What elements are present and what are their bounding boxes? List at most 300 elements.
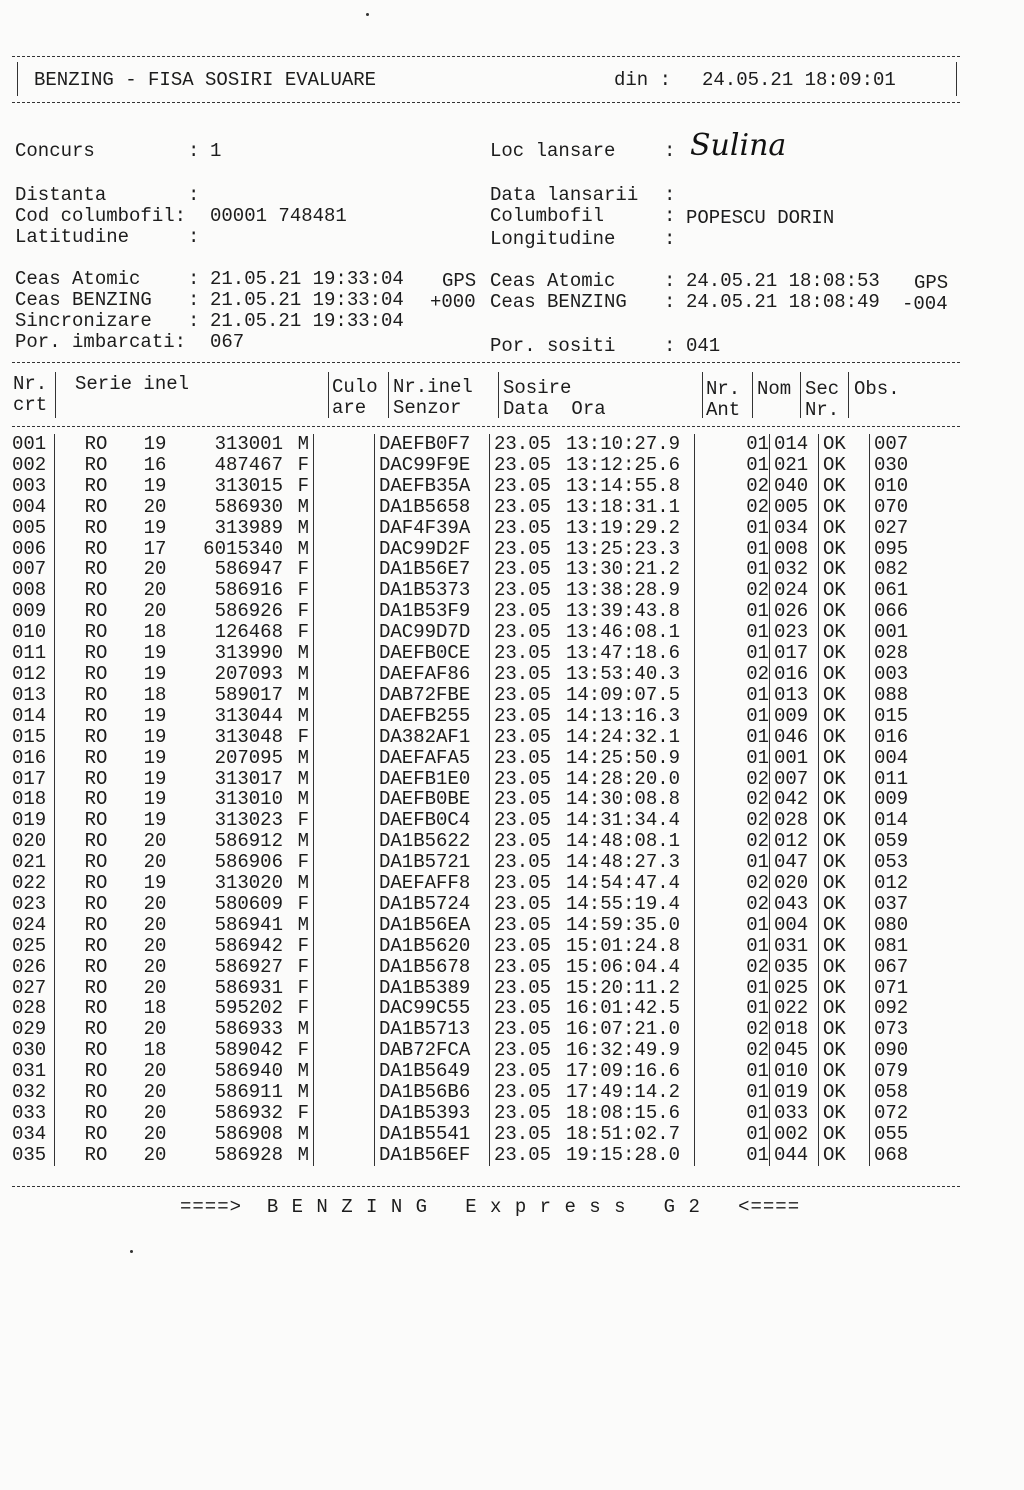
cell-senzor: DAEFAFA5 (375, 748, 490, 769)
table-row (12, 580, 954, 601)
table-row (12, 497, 954, 518)
title-right-border (956, 62, 957, 96)
col-header-serie-inel: Serie inel (75, 373, 190, 395)
cell-an: 19 (143, 474, 167, 497)
cell-sex: M (297, 1018, 309, 1041)
cell-senzor: DA1B5721 (375, 852, 490, 873)
cell-an: 19 (143, 704, 167, 727)
cell-inel: 580609 (214, 892, 283, 915)
concurs-value: 1 (210, 140, 222, 162)
table-row (12, 727, 954, 748)
cell-culoare (314, 580, 375, 601)
cell-tara: RO (55, 434, 134, 455)
cell-nr: 006 (12, 537, 47, 560)
cell-senzor: DAEFB0CE (375, 643, 490, 664)
cell-nom: 008 (770, 539, 819, 560)
ceas-benzing-right-colon: : (664, 291, 676, 313)
cell-an: 20 (143, 1018, 167, 1041)
cell-senzor: DA1B56E7 (375, 559, 490, 580)
cell-tara: RO (55, 998, 134, 1019)
cod-columbofil-value: 00001 748481 (210, 205, 347, 227)
columbofil-value: POPESCU DORIN (686, 207, 835, 229)
cell-an: 18 (143, 621, 167, 644)
cell-inel: 586912 (214, 830, 283, 853)
cell-data: 23.05 (490, 539, 567, 560)
cell-nr: 008 (12, 579, 47, 602)
cell-nr: 001 (12, 433, 47, 455)
cell-obs: 081 (870, 936, 955, 957)
cell-sex: F (297, 725, 309, 748)
col-header-obs: Obs. (854, 378, 900, 400)
cell-senzor: DA1B5620 (375, 936, 490, 957)
cell-inel: 586930 (214, 495, 283, 518)
table-row (12, 748, 954, 769)
cell-nr: 020 (12, 830, 47, 853)
por-imbarcati-value: 067 (210, 331, 245, 353)
cell-inel: 586908 (214, 1122, 283, 1145)
cell-nom: 017 (770, 643, 819, 664)
cell-data: 23.05 (490, 978, 567, 999)
cell-nr: 021 (12, 851, 47, 874)
cell-ant: 02 (695, 1040, 770, 1061)
cell-ora: 16:07:21.0 (566, 1018, 681, 1041)
cell-data: 23.05 (490, 1019, 567, 1040)
cell-senzor: DAEFAFF8 (375, 873, 490, 894)
cell-an: 18 (143, 997, 167, 1020)
cell-culoare (314, 1082, 375, 1103)
cell-data: 23.05 (490, 601, 567, 622)
cell-sex: F (297, 934, 309, 957)
distanta-label: Distanta (15, 184, 107, 206)
cell-obs: 009 (870, 789, 955, 810)
cell-obs: 053 (870, 852, 955, 873)
cell-nr: 035 (12, 1143, 47, 1166)
cell-tara: RO (55, 622, 134, 643)
cell-obs: 028 (870, 643, 955, 664)
cell-ora: 13:53:40.3 (566, 662, 681, 685)
cell-sec: OK (819, 706, 870, 727)
cell-sex: M (297, 433, 309, 455)
cell-culoare (314, 852, 375, 873)
cell-ora: 18:08:15.6 (566, 1102, 681, 1124)
cell-senzor: DA1B5713 (375, 1019, 490, 1040)
cell-nom: 004 (770, 915, 819, 936)
table-row (12, 476, 954, 497)
cell-culoare (314, 894, 375, 915)
cell-nom: 035 (770, 957, 819, 978)
cell-culoare (314, 810, 375, 831)
por-sositi-value: 041 (686, 335, 721, 357)
cell-ant: 02 (695, 957, 770, 978)
cell-senzor: DAC99D7D (375, 622, 490, 643)
sincronizare-value: 21.05.21 19:33:04 (210, 310, 404, 332)
cell-senzor: DAEFB0BE (375, 789, 490, 810)
distanta-colon: : (188, 184, 200, 206)
cell-ant: 01 (695, 1103, 770, 1124)
cell-ant: 01 (695, 852, 770, 873)
cell-nr: 016 (12, 746, 47, 769)
header-sep-7 (800, 372, 801, 418)
cell-sec: OK (819, 601, 870, 622)
cell-culoare (314, 748, 375, 769)
table-row (12, 957, 954, 978)
cell-senzor: DA1B5724 (375, 894, 490, 915)
cell-nr: 011 (12, 642, 47, 665)
cell-data: 23.05 (490, 873, 567, 894)
cell-data: 23.05 (490, 643, 567, 664)
cell-senzor: DA382AF1 (375, 727, 490, 748)
table-row (12, 894, 954, 915)
cell-obs: 070 (870, 497, 955, 518)
cell-obs: 012 (870, 873, 955, 894)
table-row (12, 852, 954, 873)
cell-sec: OK (819, 957, 870, 978)
cell-ant: 01 (695, 1082, 770, 1103)
cell-obs: 090 (870, 1040, 955, 1061)
cell-sec: OK (819, 518, 870, 539)
cell-sex: F (297, 453, 309, 476)
cell-obs: 080 (870, 915, 955, 936)
cell-culoare (314, 601, 375, 622)
cell-nr: 013 (12, 683, 47, 706)
cell-ora: 15:01:24.8 (566, 934, 681, 957)
cell-sec: OK (819, 559, 870, 580)
cell-senzor: DAC99F9E (375, 455, 490, 476)
cell-senzor: DAC99C55 (375, 998, 490, 1019)
cell-inel: 313020 (214, 872, 283, 895)
cell-data: 23.05 (490, 664, 567, 685)
cell-ant: 01 (695, 518, 770, 539)
cell-nom: 033 (770, 1103, 819, 1124)
cell-nom: 021 (770, 455, 819, 476)
cell-nr: 031 (12, 1060, 47, 1083)
cell-an: 19 (143, 872, 167, 895)
cell-culoare (314, 434, 375, 455)
cell-sec: OK (819, 685, 870, 706)
cell-an: 20 (143, 830, 167, 853)
cell-inel: 313001 (214, 433, 283, 455)
cell-nom: 012 (770, 831, 819, 852)
cell-obs: 055 (870, 1124, 955, 1145)
cell-an: 20 (143, 913, 167, 936)
cell-ora: 18:51:02.7 (566, 1122, 681, 1145)
cell-senzor: DAB72FCA (375, 1040, 490, 1061)
cell-inel: 586916 (214, 579, 283, 602)
cell-sec: OK (819, 580, 870, 601)
cell-sec: OK (819, 894, 870, 915)
table-row (12, 518, 954, 539)
cell-an: 20 (143, 1143, 167, 1166)
columbofil-colon: : (664, 205, 676, 227)
cell-sex: F (297, 997, 309, 1020)
cell-ora: 13:12:25.6 (566, 453, 681, 476)
cell-nom: 007 (770, 769, 819, 790)
cell-nr: 018 (12, 788, 47, 811)
table-row (12, 664, 954, 685)
cell-nr: 023 (12, 892, 47, 915)
report-date-value: 24.05.21 18:09:01 (702, 69, 896, 91)
cell-sex: M (297, 1060, 309, 1083)
cell-nom: 016 (770, 664, 819, 685)
cell-culoare (314, 789, 375, 810)
cell-sex: F (297, 809, 309, 832)
cell-tara: RO (55, 601, 134, 622)
cell-obs: 066 (870, 601, 955, 622)
cell-ant: 01 (695, 915, 770, 936)
cell-an: 19 (143, 767, 167, 790)
table-row (12, 706, 954, 727)
cell-tara: RO (55, 789, 134, 810)
cell-obs: 014 (870, 810, 955, 831)
cell-culoare (314, 643, 375, 664)
cell-nr: 026 (12, 955, 47, 978)
cell-nr: 005 (12, 516, 47, 539)
cell-obs: 088 (870, 685, 955, 706)
cell-nom: 042 (770, 789, 819, 810)
cell-tara: RO (55, 1124, 134, 1145)
cell-tara: RO (55, 873, 134, 894)
table-row (12, 789, 954, 810)
cell-obs: 004 (870, 748, 955, 769)
table-row (12, 1019, 954, 1040)
cell-sec: OK (819, 789, 870, 810)
cell-nr: 003 (12, 474, 47, 497)
cell-nr: 014 (12, 704, 47, 727)
cell-ora: 13:38:28.9 (566, 579, 681, 602)
cell-ora: 14:54:47.4 (566, 872, 681, 895)
cell-culoare (314, 559, 375, 580)
ceas-benzing-right-diff: -004 (902, 293, 948, 315)
cell-data: 23.05 (490, 1040, 567, 1061)
cell-sex: F (297, 474, 309, 497)
cell-sec: OK (819, 1061, 870, 1082)
cell-sex: F (297, 558, 309, 581)
cell-nom: 001 (770, 748, 819, 769)
cell-sec: OK (819, 936, 870, 957)
cell-sex: F (297, 1039, 309, 1062)
cell-nr: 002 (12, 453, 47, 476)
cell-data: 23.05 (490, 831, 567, 852)
cell-ant: 01 (695, 559, 770, 580)
cell-nr: 009 (12, 600, 47, 623)
col-header-nr-inel-senzor: Nr.inel Senzor (393, 376, 473, 419)
cell-culoare (314, 831, 375, 852)
cell-nom: 044 (770, 1145, 819, 1166)
cell-data: 23.05 (490, 497, 567, 518)
loc-lansare-colon: : (664, 140, 676, 162)
cell-senzor: DA1B5678 (375, 957, 490, 978)
cell-obs: 015 (870, 706, 955, 727)
cell-sec: OK (819, 1019, 870, 1040)
cell-nom: 009 (770, 706, 819, 727)
cell-data: 23.05 (490, 810, 567, 831)
cell-culoare (314, 915, 375, 936)
cell-culoare (314, 1040, 375, 1061)
header-sep-2 (328, 372, 329, 418)
por-sositi-label: Por. sositi (490, 335, 616, 357)
table-row (12, 434, 954, 455)
cell-sec: OK (819, 643, 870, 664)
data-lansarii-label: Data lansarii (490, 184, 639, 206)
cell-data: 23.05 (490, 685, 567, 706)
loc-lansare-label: Loc lansare (490, 140, 616, 162)
concurs-colon: : (188, 140, 200, 162)
cell-ant: 02 (695, 810, 770, 831)
cell-sex: F (297, 600, 309, 623)
cell-tara: RO (55, 706, 134, 727)
header-sep-5 (702, 372, 703, 418)
cell-an: 20 (143, 851, 167, 874)
cell-inel: 313023 (214, 809, 283, 832)
cell-inel: 589042 (214, 1039, 283, 1062)
cell-sex: M (297, 788, 309, 811)
cell-nom: 018 (770, 1019, 819, 1040)
cell-sec: OK (819, 622, 870, 643)
cell-obs: 067 (870, 957, 955, 978)
cell-obs: 092 (870, 998, 955, 1019)
cell-senzor: DAEFB35A (375, 476, 490, 497)
cell-tara: RO (55, 580, 134, 601)
cell-ant: 01 (695, 622, 770, 643)
ceas-atomic-right-colon: : (664, 270, 676, 292)
cell-ora: 17:09:16.6 (566, 1060, 681, 1083)
cell-ora: 17:49:14.2 (566, 1081, 681, 1104)
cell-ora: 15:06:04.4 (566, 955, 681, 978)
cell-sec: OK (819, 434, 870, 455)
cell-tara: RO (55, 915, 134, 936)
title-bottom-border (12, 102, 960, 103)
cell-tara: RO (55, 810, 134, 831)
cell-sex: M (297, 746, 309, 769)
cell-nom: 024 (770, 580, 819, 601)
ceas-benzing-left-colon: : (188, 289, 200, 311)
cell-an: 20 (143, 1102, 167, 1124)
cell-nom: 023 (770, 622, 819, 643)
cell-sec: OK (819, 476, 870, 497)
cell-an: 17 (143, 537, 167, 560)
ceas-atomic-right-label: Ceas Atomic (490, 270, 616, 292)
cell-inel: 207095 (214, 746, 283, 769)
cell-an: 19 (143, 662, 167, 685)
cell-nom: 043 (770, 894, 819, 915)
cell-ora: 19:15:28.0 (566, 1143, 681, 1166)
cell-obs: 010 (870, 476, 955, 497)
cell-nom: 028 (770, 810, 819, 831)
ceas-benzing-left-diff: +000 (430, 291, 476, 313)
cell-nom: 031 (770, 936, 819, 957)
cell-sex: F (297, 976, 309, 999)
table-row (12, 1040, 954, 1061)
cell-nr: 033 (12, 1102, 47, 1124)
cell-an: 19 (143, 642, 167, 665)
cell-ora: 13:19:29.2 (566, 516, 681, 539)
cell-sec: OK (819, 539, 870, 560)
ceas-atomic-left-value: 21.05.21 19:33:04 (210, 268, 404, 290)
cell-ora: 13:30:21.2 (566, 558, 681, 581)
cell-sex: F (297, 955, 309, 978)
cell-senzor: DA1B5649 (375, 1061, 490, 1082)
latitudine-colon: : (188, 226, 200, 248)
arrivals-table (12, 434, 954, 1166)
cell-data: 23.05 (490, 1061, 567, 1082)
columbofil-label: Columbofil (490, 205, 605, 227)
cell-sec: OK (819, 873, 870, 894)
cell-ora: 16:32:49.9 (566, 1039, 681, 1062)
concurs-label: Concurs (15, 140, 95, 162)
cell-sec: OK (819, 1082, 870, 1103)
header-sep-8 (848, 372, 849, 418)
cell-culoare (314, 769, 375, 790)
cell-nom: 020 (770, 873, 819, 894)
cell-sex: M (297, 642, 309, 665)
cell-tara: RO (55, 1082, 134, 1103)
ceas-benzing-right-label: Ceas BENZING (490, 291, 627, 313)
cell-tara: RO (55, 894, 134, 915)
cell-nom: 005 (770, 497, 819, 518)
cell-nr: 019 (12, 809, 47, 832)
cell-sex: M (297, 830, 309, 853)
cell-data: 23.05 (490, 1145, 567, 1166)
cell-obs: 016 (870, 727, 955, 748)
cell-culoare (314, 1124, 375, 1145)
cell-inel: 207093 (214, 662, 283, 685)
cell-tara: RO (55, 769, 134, 790)
cell-ant: 01 (695, 1145, 770, 1166)
cell-ora: 14:28:20.0 (566, 767, 681, 790)
cell-culoare (314, 497, 375, 518)
cell-nom: 046 (770, 727, 819, 748)
cell-an: 19 (143, 809, 167, 832)
cell-ora: 14:48:27.3 (566, 851, 681, 874)
cell-nr: 025 (12, 934, 47, 957)
col-header-culoare: Culo are (332, 376, 378, 419)
cell-ant: 01 (695, 685, 770, 706)
table-row (12, 915, 954, 936)
header-sep-4 (498, 372, 499, 418)
cell-ant: 01 (695, 998, 770, 1019)
cell-ant: 02 (695, 894, 770, 915)
cell-tara: RO (55, 497, 134, 518)
table-row (12, 1103, 954, 1124)
ceas-benzing-left-label: Ceas BENZING (15, 289, 152, 311)
cell-inel: 313044 (214, 704, 283, 727)
cell-ant: 02 (695, 769, 770, 790)
cell-sex: F (297, 851, 309, 874)
cell-nr: 034 (12, 1122, 47, 1145)
cell-nom: 034 (770, 518, 819, 539)
cell-ant: 01 (695, 727, 770, 748)
cell-data: 23.05 (490, 727, 567, 748)
cell-culoare (314, 998, 375, 1019)
cell-data: 23.05 (490, 894, 567, 915)
cell-culoare (314, 873, 375, 894)
print-speck (130, 1250, 133, 1253)
cell-inel: 6015340 (203, 537, 283, 560)
cell-sec: OK (819, 978, 870, 999)
cell-nr: 022 (12, 872, 47, 895)
cell-sex: F (297, 621, 309, 644)
cell-nr: 029 (12, 1018, 47, 1041)
cell-ant: 02 (695, 664, 770, 685)
cell-inel: 313048 (214, 725, 283, 748)
cell-senzor: DA1B5622 (375, 831, 490, 852)
cell-obs: 058 (870, 1082, 955, 1103)
cell-tara: RO (55, 539, 134, 560)
header-sep-3 (388, 372, 389, 418)
cell-ant: 01 (695, 706, 770, 727)
cell-tara: RO (55, 1019, 134, 1040)
cell-sec: OK (819, 727, 870, 748)
